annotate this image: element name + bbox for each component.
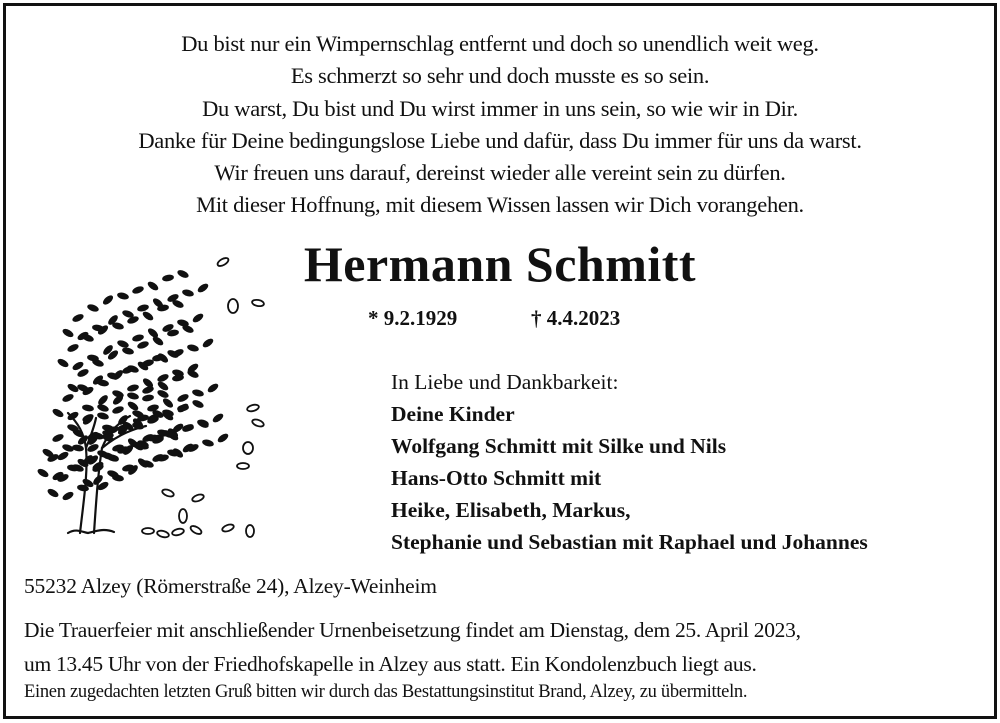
- obituary-notice: [3, 3, 997, 719]
- mourner-line: Heike, Elisabeth, Markus,: [391, 498, 631, 522]
- poem-line: Wir freuen uns darauf, dereinst wieder alle vereint sein zu dürfen.: [214, 160, 786, 186]
- mourner-line: Stephanie und Sebastian mit Raphael und Johannes: [391, 530, 868, 554]
- tree-with-falling-leaves-icon: [18, 248, 268, 548]
- deceased-name: Hermann Schmitt: [303, 236, 697, 292]
- poem-line: Es schmerzt so sehr und doch musste es so sein.: [290, 63, 710, 89]
- address: 55232 Alzey (Römerstraße 24), Alzey-Weinheim: [24, 574, 437, 598]
- death-date: † 4.4.2023: [531, 306, 621, 330]
- funeral-line: Die Trauerfeier mit anschließender Urnenbeisetzung findet am Dienstag, dem 25. April 2023,: [24, 618, 801, 642]
- poem-line: Danke für Deine bedingungslose Liebe und dafür, dass Du immer für uns da warst.: [138, 127, 862, 153]
- poem: [6, 28, 994, 222]
- mourners-intro: In Liebe und Dankbarkeit:: [391, 370, 619, 394]
- poem-line: Du bist nur ein Wimpernschlag entfernt und doch so unendlich weit weg.: [181, 31, 819, 56]
- funeral-line: um 13.45 Uhr von der Friedhofskapelle in Alzey aus statt. Ein Kondolenzbuch liegt aus.: [24, 652, 757, 676]
- mourner-line: Deine Kinder: [391, 402, 515, 426]
- mourners: [391, 366, 868, 558]
- birth-date: * 9.2.1929: [368, 306, 458, 330]
- condolence-note: Einen zugedachten letzten Gruß bitten wir durch das Bestattungsinstitut Brand, Alzey, zu übermitteln.: [24, 682, 748, 702]
- mourner-line: Hans-Otto Schmitt mit: [391, 466, 602, 490]
- poem-line: Mit dieser Hoffnung, mit diesem Wissen lassen wir Dich vorangehen.: [196, 192, 804, 218]
- mourner-line: Wolfgang Schmitt mit Silke und Nils: [391, 434, 727, 458]
- funeral-details: [24, 613, 801, 681]
- poem-line: Du warst, Du bist und Du wirst immer in uns sein, so wie wir in Dir.: [202, 95, 798, 121]
